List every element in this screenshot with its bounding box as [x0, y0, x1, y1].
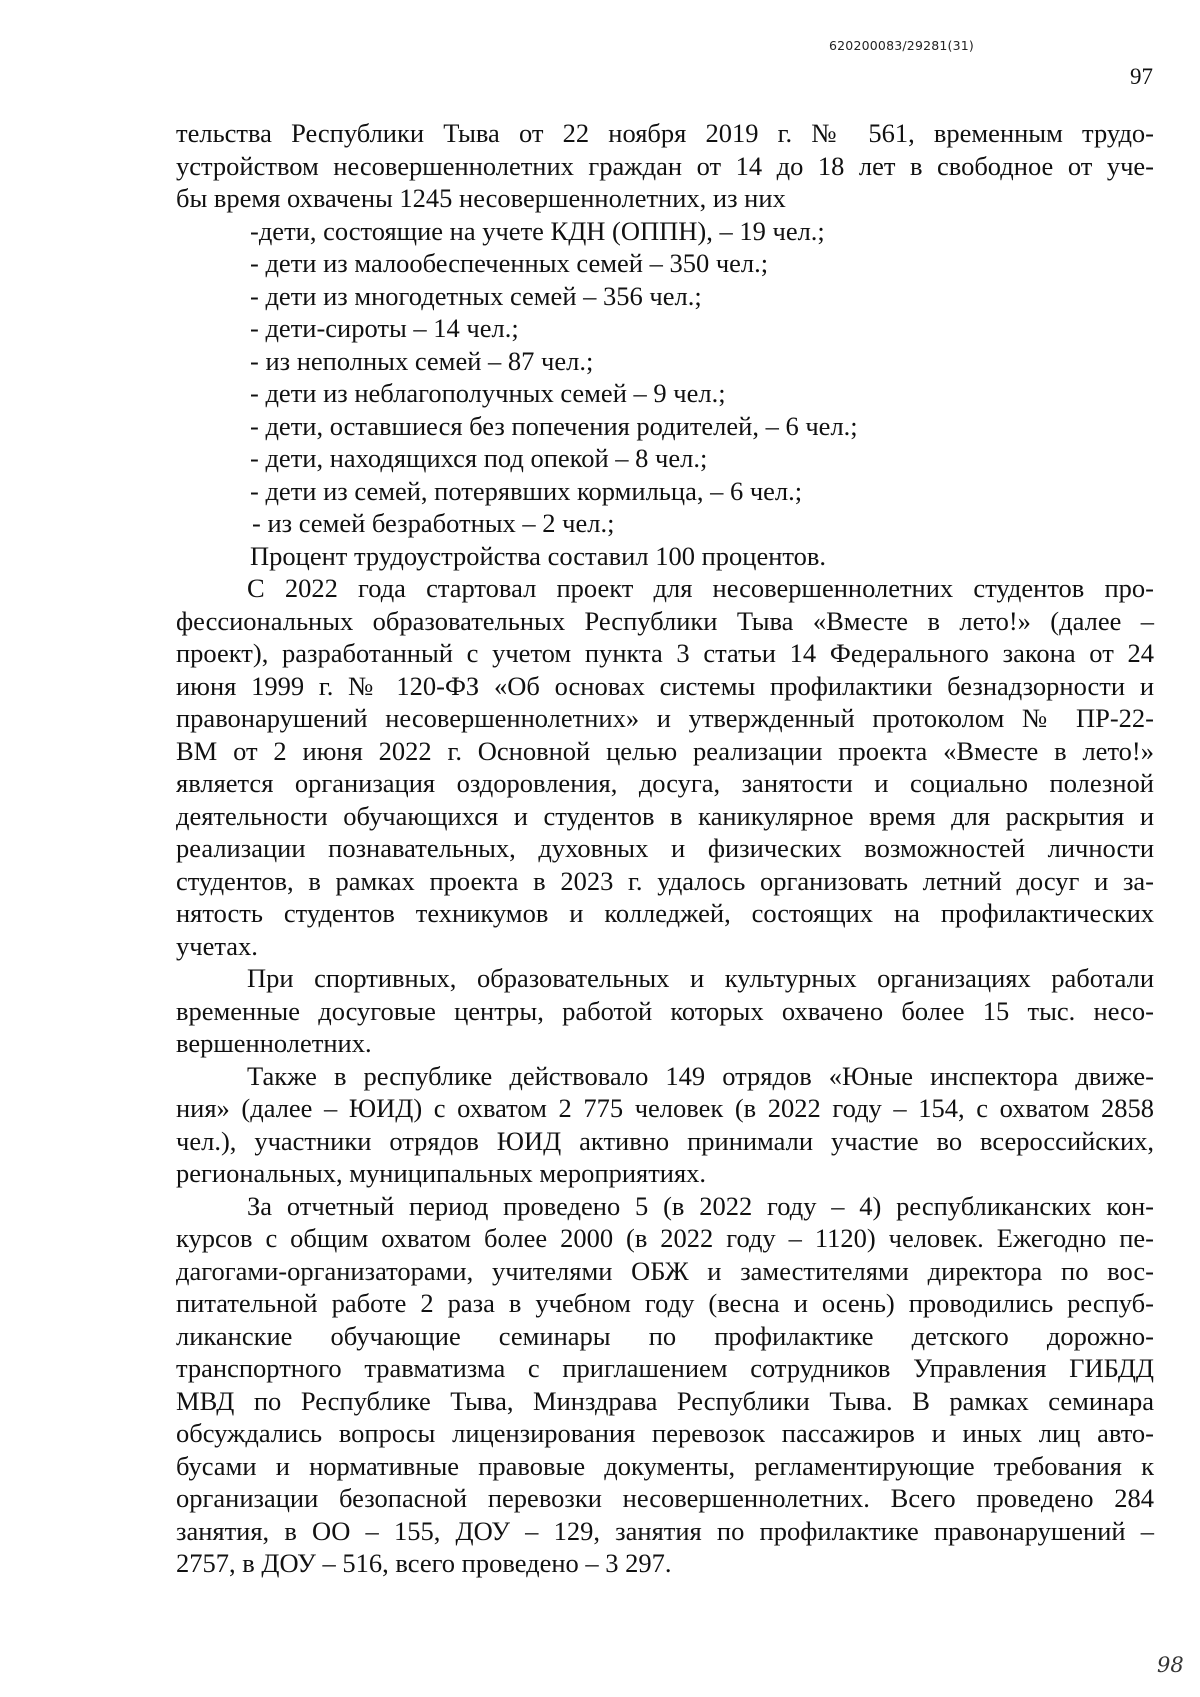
body-text	[176, 117, 1154, 1580]
text-line: студентов, в рамках проекта в 2023 г. удалось организовать летний досуг и за-	[176, 865, 1154, 896]
text-line: При спортивных, образовательных и культурных организациях работали	[247, 963, 1154, 993]
text-line: ликанские обучающие семинары по профилактике детского дорожно-	[176, 1320, 1154, 1351]
text-line: С 2022 года стартовал проект для несовершеннолетних студентов про-	[247, 573, 1154, 603]
text-line: -дети, состоящие на учете КДН (ОППН), – 19 чел.;	[250, 215, 825, 246]
document-id: 620200083/29281(31)	[829, 38, 975, 53]
text-line: учетах.	[176, 930, 258, 961]
text-line: бусами и нормативные правовые документы, регламентирующие требования к	[176, 1450, 1154, 1481]
text-line: занятия, в ОО – 155, ДОУ – 129, занятия по профилактике правонарушений –	[176, 1515, 1154, 1546]
text-line: За отчетный период проведено 5 (в 2022 году – 4) республиканских кон-	[247, 1190, 1154, 1221]
text-line: обсуждались вопросы лицензирования перевозок пассажиров и иных лиц авто-	[176, 1418, 1154, 1448]
text-line: проект), разработанный с учетом пункта 3 статьи 14 Федерального закона от 24	[176, 638, 1154, 668]
text-line: ния» (далее – ЮИД) с охватом 2 775 человек (в 2022 году – 154, с охватом 2858	[176, 1093, 1154, 1123]
text-line: - дети-сироты – 14 чел.;	[250, 313, 519, 343]
text-line: дагогами-организаторами, учителями ОБЖ и заместителями директора по вос-	[176, 1255, 1154, 1286]
text-line: - из семей безработных – 2 чел.;	[252, 508, 615, 538]
text-line: является организация оздоровления, досуга, занятости и социально полезной	[176, 768, 1154, 798]
text-line: нятость студентов техникумов и колледжей, состоящих на профилактических	[176, 898, 1154, 928]
text-line: региональных, муниципальных мероприятиях.	[176, 1158, 707, 1188]
page-number: 97	[1130, 64, 1153, 89]
text-line: деятельности обучающихся и студентов в каникулярное время для раскрытия и	[176, 800, 1154, 831]
text-line: - дети, находящихся под опекой – 8 чел.;	[250, 443, 708, 473]
text-line: правонарушений несовершеннолетних» и утвержденный протоколом № ПР-22-	[176, 703, 1154, 733]
text-line: Процент трудоустройства составил 100 процентов.	[250, 540, 827, 571]
text-line: тельства Республики Тыва от 22 ноября 2019 г. № 561, временным трудо-	[176, 118, 1154, 148]
text-line: организации безопасной перевозки несовершеннолетних. Всего проведено 284	[176, 1483, 1154, 1513]
text-line: фессиональных образовательных Республики Тыва «Вместе в лето!» (далее –	[176, 605, 1154, 636]
text-line: бы время охвачены 1245 несовершеннолетних, из них	[176, 183, 786, 213]
text-line: - из неполных семей – 87 чел.;	[250, 345, 594, 376]
text-line: ВМ от 2 июня 2022 г. Основной целью реализации проекта «Вместе в лето!»	[176, 735, 1154, 766]
text-line: - дети из многодетных семей – 356 чел.;	[250, 280, 702, 311]
text-line: чел.), участники отрядов ЮИД активно принимали участие во всероссийских,	[176, 1125, 1154, 1156]
text-line: устройством несовершеннолетних граждан от 14 до 18 лет в свободное от уче-	[176, 150, 1154, 181]
text-line: - дети, оставшиеся без попечения родителей, – 6 чел.;	[250, 410, 858, 441]
text-line: курсов с общим охватом более 2000 (в 2022 году – 1120) человек. Ежегодно пе-	[176, 1223, 1154, 1253]
handwritten-page-number: 98	[1157, 1653, 1184, 1677]
text-line: МВД по Республике Тыва, Минздрава Республики Тыва. В рамках семинара	[176, 1385, 1154, 1416]
text-line: - дети из неблагополучных семей – 9 чел.;	[250, 378, 726, 408]
text-line: реализации познавательных, духовных и физических возможностей личности	[176, 833, 1154, 863]
text-line: временные досуговые центры, работой которых охвачено более 15 тыс. несо-	[176, 995, 1154, 1026]
text-line: июня 1999 г. № 120-ФЗ «Об основах системы профилактики безнадзорности и	[176, 670, 1154, 701]
text-line: транспортного травматизма с приглашением сотрудников Управления ГИБДД	[176, 1353, 1154, 1383]
text-line: Также в республике действовало 149 отрядов «Юные инспектора движе-	[247, 1060, 1154, 1091]
text-line: - дети из малообеспеченных семей – 350 чел.;	[250, 248, 769, 278]
text-line: вершеннолетних.	[176, 1028, 372, 1058]
text-line: 2757, в ДОУ – 516, всего проведено – 3 297.	[176, 1548, 672, 1578]
text-line: питательной работе 2 раза в учебном году (весна и осень) проводились респуб-	[176, 1288, 1154, 1318]
text-line: - дети из семей, потерявших кормильца, – 6 чел.;	[250, 475, 803, 506]
